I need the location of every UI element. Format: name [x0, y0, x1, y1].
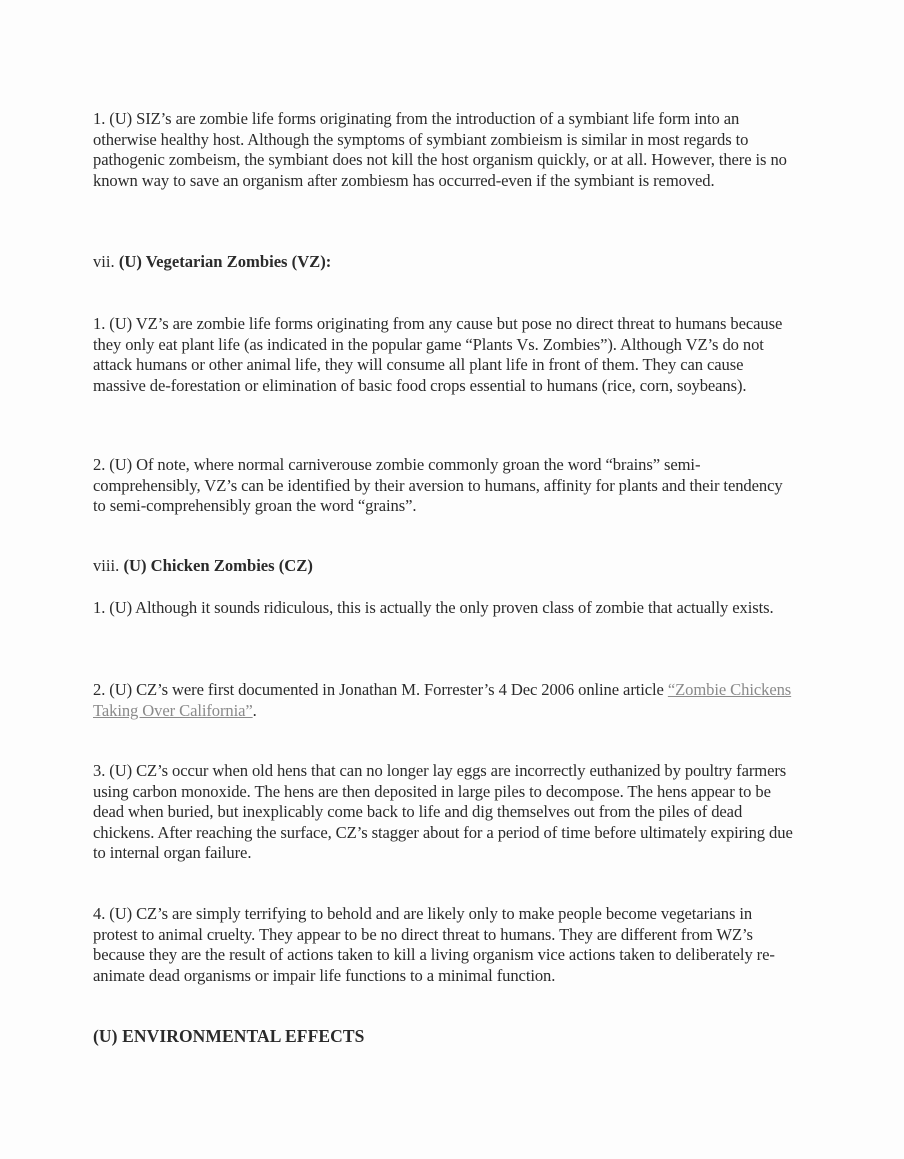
- siz-paragraph-1: 1. (U) SIZ’s are zombie life forms originating from the introduction of a symbiant life form into an otherwise healthy host. Although the symptoms of symbiant zombieism is similar in most regards to pathogenic zombeism, the symbiant does not kill the host organism quickly, or at all. However, there is no known way to save an organism after zombiesm has occurred-even if the symbiant is removed.: [93, 109, 787, 190]
- cz-paragraph-4: 4. (U) CZ’s are simply terrifying to behold and are likely only to make people become vegetarians in protest to animal cruelty. They appear to be no direct threat to humans. They are different from WZ’s because they are the result of actions taken to kill a living organism vice actions taken to deliberately re-animate dead organisms or impair life functions to a minimal function.: [93, 904, 775, 985]
- environmental-effects-heading: (U) ENVIRONMENTAL EFFECTS: [93, 1026, 365, 1046]
- cz-paragraph-1: 1. (U) Although it sounds ridiculous, this is actually the only proven class of zombie that actually exists.: [93, 598, 774, 617]
- vz-heading-title: (U) Vegetarian Zombies (VZ):: [118, 252, 332, 271]
- cz-paragraph-3: 3. (U) CZ’s occur when old hens that can no longer lay eggs are incorrectly euthanized by poultry farmers using carbon monoxide. The hens are then deposited in large piles to decompose. The hens appear to be dead when buried, but inexplicably come back to life and dig themselves out from the piles of dead chickens. After reaching the surface, CZ’s stagger about for a period of time before ultimately expiring due to internal organ failure.: [93, 761, 793, 862]
- vz-paragraph-2: 2. (U) Of note, where normal carniverouse zombie commonly groan the word “brains” semi-comprehensibly, VZ’s can be identified by their aversion to humans, affinity for plants and their tendency to semi-comprehensibly groan the word “grains”.: [93, 455, 783, 515]
- vz-heading-prefix: vii.: [93, 252, 115, 271]
- vz-paragraph-1: 1. (U) VZ’s are zombie life forms originating from any cause but pose no direct threat to humans because they only eat plant life (as indicated in the popular game “Plants Vs. Zombies”). Although VZ’s do not attack humans or other animal life, they will consume all plant life in front of them. They can cause massive de-forestation or elimination of basic food crops essential to humans (rice, corn, soybeans).: [93, 314, 783, 395]
- cz-heading-prefix: viii.: [93, 556, 120, 575]
- cz-paragraph-2-text: 2. (U) CZ’s were first documented in Jonathan M. Forrester’s 4 Dec 2006 online article: [93, 680, 668, 699]
- vz-heading: [93, 252, 331, 273]
- zombie-chickens-article-link[interactable]: “Zombie Chickens Taking Over California”: [93, 680, 792, 720]
- cz-heading: [93, 556, 313, 577]
- cz-paragraph-2-end: .: [252, 700, 257, 720]
- cz-heading-title: (U) Chicken Zombies (CZ): [123, 556, 313, 575]
- cz-paragraph-2: [93, 680, 793, 721]
